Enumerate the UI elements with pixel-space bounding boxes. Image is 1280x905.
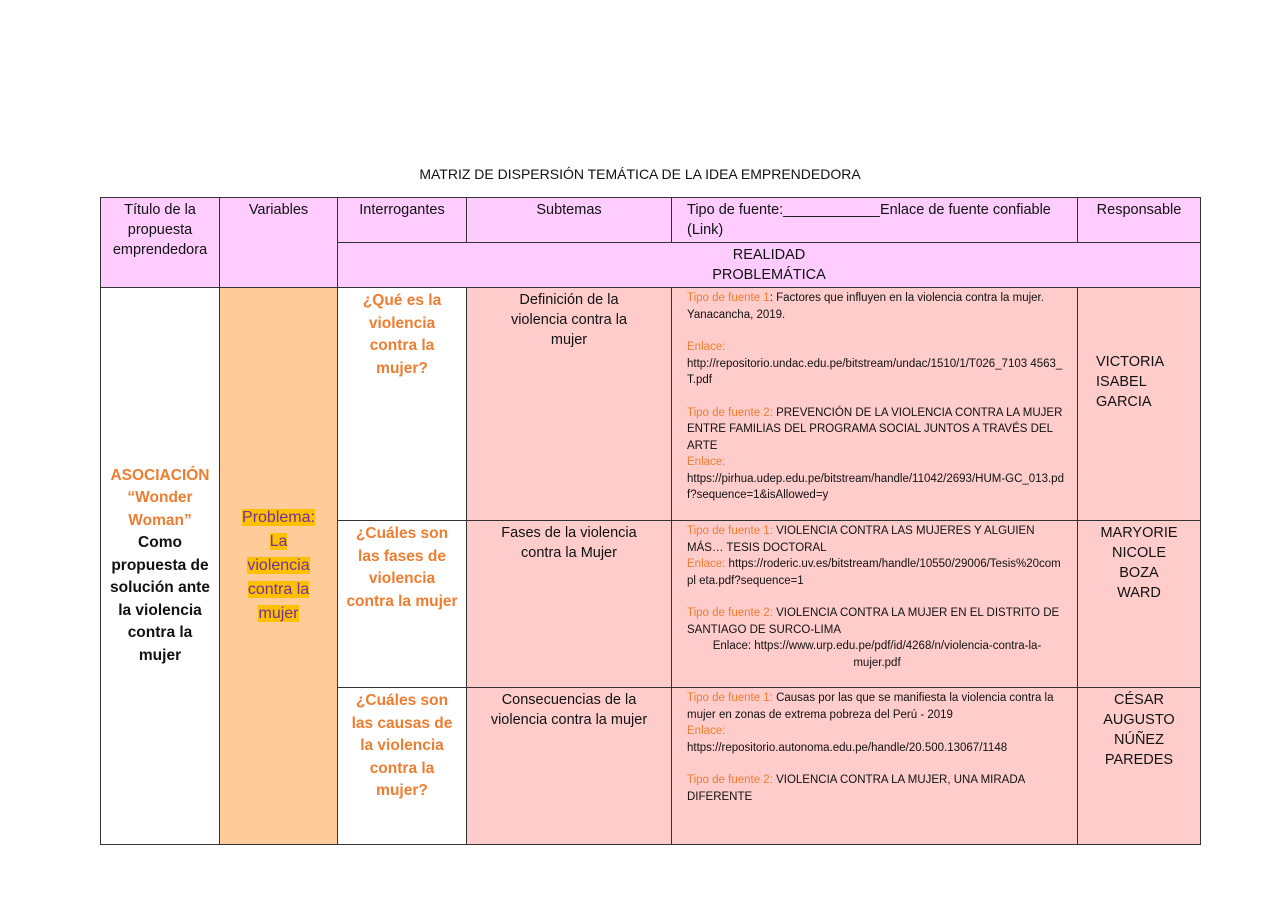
proposal-desc: Como propuesta de solución ante la violencia contra la mujer — [110, 534, 210, 664]
link-label: Enlace: — [687, 558, 726, 570]
responsible-2: MARYORIE NICOLE BOZA WARD — [1078, 521, 1201, 688]
problematica-label: PROBLEMÁTICA — [712, 267, 826, 283]
source-label: Tipo de fuente 2: — [687, 607, 773, 619]
sources-2 — [672, 521, 1078, 688]
responsible-1: VICTORIA ISABEL GARCIA — [1078, 288, 1201, 521]
variable-cell — [220, 288, 338, 845]
header-responsable: Responsable — [1078, 198, 1201, 243]
source-link[interactable]: https://www.urp.edu.pe/pdf/id/4268/n/violencia-contra-la-mujer.pdf — [751, 640, 1042, 669]
subtopic-1: Definición de la violencia contra la mujer — [467, 288, 672, 521]
source-link[interactable]: http://repositorio.undac.edu.pe/bitstream/undac/1510/1/T026_7103 4563_T.pdf — [687, 357, 1063, 386]
source-label: Tipo de fuente 2: — [687, 406, 773, 419]
source-title: VIOLENCIA CONTRA LAS MUJERES Y ALGUIEN MÁS… TESIS DOCTORAL — [687, 525, 1035, 554]
page-title: MATRIZ DE DISPERSIÓN TEMÁTICA DE LA IDEA EMPRENDEDORA — [419, 166, 861, 182]
question-3: ¿Cuáles son las causas de la violencia contra la mujer? — [338, 688, 467, 845]
header-variables: Variables — [220, 198, 338, 288]
thematic-matrix-table — [100, 197, 1201, 845]
link-label: Enlace: — [687, 725, 726, 737]
source-label: Tipo de fuente 1: — [687, 692, 773, 704]
header-subtemas: Subtemas — [467, 198, 672, 243]
link-label: Enlace: — [687, 456, 726, 468]
source-link[interactable]: https://repositorio.autonoma.edu.pe/handle/20.500.13067/1148 — [687, 741, 1008, 754]
source-title: Causas por las que se manifiesta la violencia contra la mujer en zonas de extrema pobreza del Perú - 2019 — [687, 692, 1054, 721]
source-label: Tipo de fuente 1 — [687, 292, 770, 304]
source-label: Tipo de fuente 1: — [687, 525, 773, 537]
source-title: VIOLENCIA CONTRA LA MUJER EN EL DISTRITO DE SANTIAGO DE SURCO-LIMA — [687, 607, 1060, 636]
question-2: ¿Cuáles son las fases de violencia contra la mujer — [338, 521, 467, 688]
source-link[interactable]: https://roderic.uv.es/bitstream/handle/10550/29006/Tesis%20compl eta.pdf?sequence=1 — [687, 558, 1061, 587]
header-titulo: Título de la propuesta emprendedora — [101, 198, 220, 288]
subtopic-3: Consecuencias de la violencia contra la mujer — [467, 688, 672, 845]
proposal-cell — [101, 288, 220, 845]
link-label: Enlace: — [687, 341, 726, 353]
source-title: PREVENCIÓN DE LA VIOLENCIA CONTRA LA MUJER ENTRE FAMILIAS DEL PROGRAMA SOCIAL JUNTOS A TRAVÉS DEL ARTE — [687, 406, 1063, 452]
source-title: VIOLENCIA CONTRA LA MUJER, UNA MIRADA DIFERENTE — [687, 774, 1025, 803]
source-link[interactable]: https://pirhua.udep.edu.pe/bitstream/handle/11042/2693/HUM-GC_013.pdf?sequence=1&isAllowed=y — [687, 472, 1064, 501]
sources-3 — [672, 688, 1078, 845]
responsible-3: CÉSAR AUGUSTO NÚÑEZ PAREDES — [1078, 688, 1201, 845]
question-1: ¿Qué es la violencia contra la mujer? — [338, 288, 467, 521]
header-realidad — [338, 243, 1201, 288]
header-interrogantes: Interrogantes — [338, 198, 467, 243]
proposal-name: ASOCIACIÓN “Wonder Woman” — [110, 466, 210, 529]
source-label: Tipo de fuente 2: — [687, 774, 773, 786]
link-label: Enlace: — [712, 640, 752, 652]
source-title: : Factores que influyen en la violencia contra la mujer. Yanacancha, 2019. — [687, 292, 1044, 321]
header-fuente: Tipo de fuente:____________Enlace de fuente confiable (Link) — [672, 198, 1078, 243]
variable-text: Problema: La violencia contra la mujer — [242, 509, 315, 622]
subtopic-2: Fases de la violencia contra la Mujer — [467, 521, 672, 688]
realidad-label: REALIDAD — [732, 247, 806, 263]
sources-1 — [672, 288, 1078, 521]
